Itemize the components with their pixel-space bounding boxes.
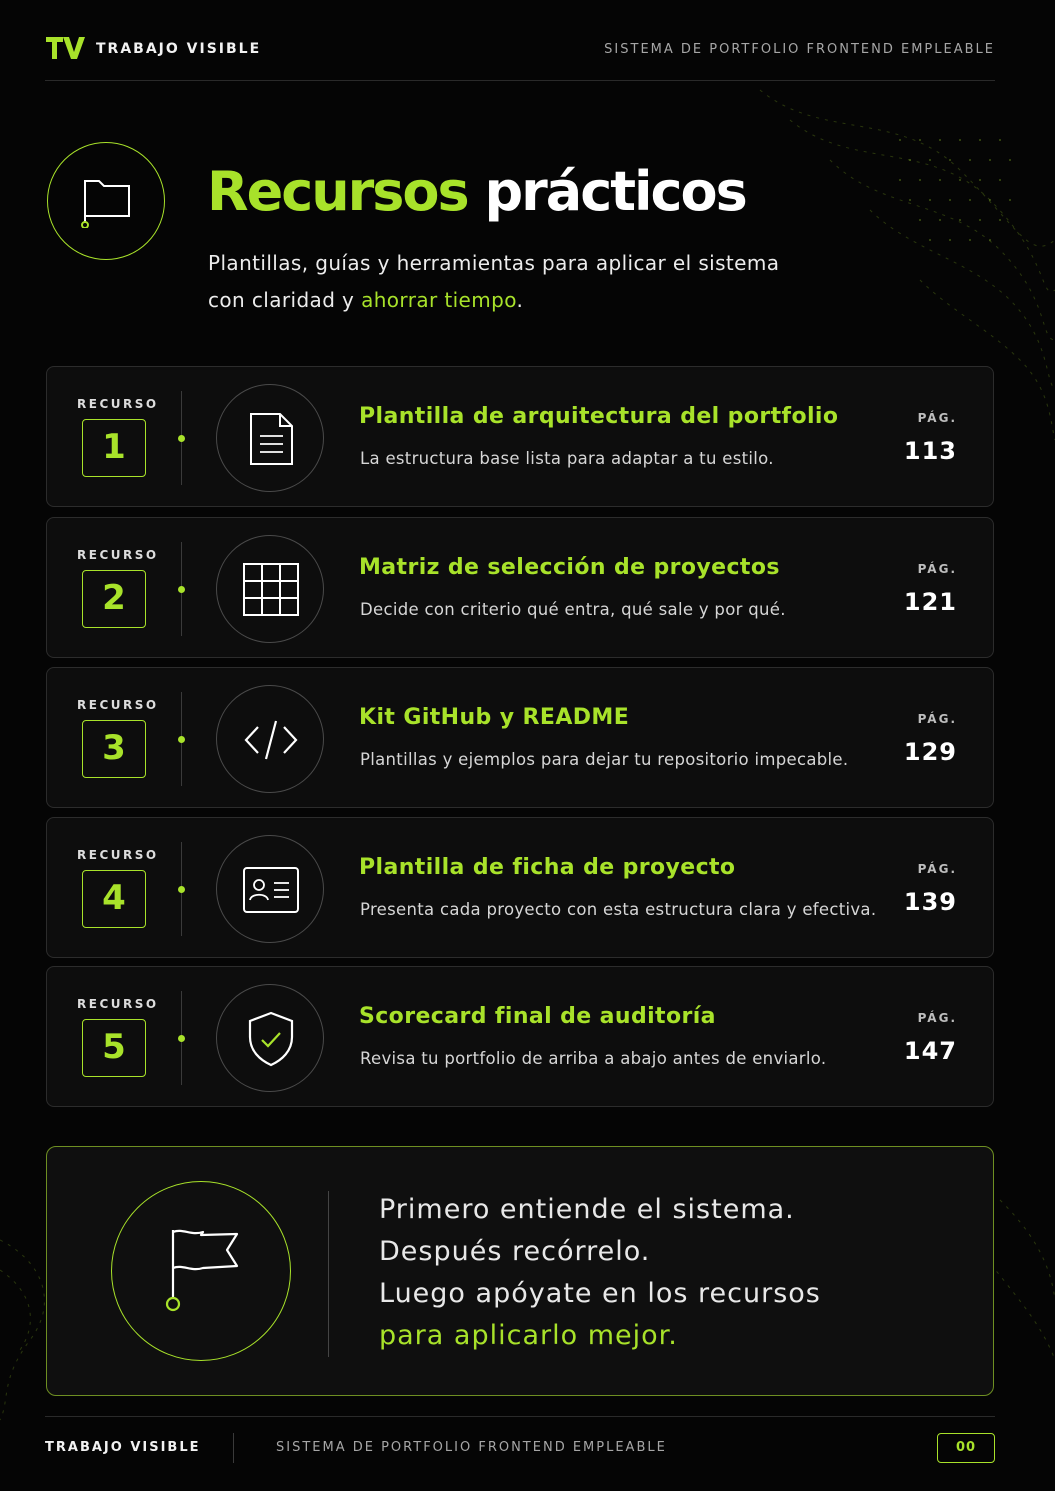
divider-dot — [178, 435, 185, 442]
logo-tv-icon — [45, 34, 85, 62]
page-label: PÁG. — [917, 712, 957, 726]
closing-text — [379, 1189, 821, 1357]
resource-icon-circle — [216, 984, 324, 1092]
flag-icon — [161, 1226, 241, 1316]
footer-brand: TRABAJO VISIBLE — [45, 1440, 201, 1455]
page-number: 139 — [903, 888, 957, 916]
resource-card-5[interactable] — [46, 966, 994, 1107]
resource-number: 2 — [82, 570, 146, 628]
page-label: PÁG. — [917, 411, 957, 425]
page-footer — [45, 1416, 995, 1477]
resource-icon-circle — [216, 535, 324, 643]
document-icon — [242, 410, 300, 468]
closing-line-3: Luego apóyate en los recursos — [379, 1278, 821, 1309]
page-number: 121 — [903, 588, 957, 616]
resource-icon-circle — [216, 384, 324, 492]
resource-number: 3 — [82, 720, 146, 778]
closing-icon-circle — [111, 1181, 291, 1361]
divider-dot — [178, 886, 185, 893]
page-label: PÁG. — [917, 1011, 957, 1025]
system-name: SISTEMA DE PORTFOLIO FRONTEND EMPLEABLE — [604, 42, 995, 57]
resource-title: Scorecard final de auditoría — [359, 1004, 716, 1029]
resource-label: RECURSO — [77, 997, 159, 1011]
resource-description: Revisa tu portfolio de arriba a abajo antes de enviarlo. — [360, 1049, 827, 1068]
page-number: 147 — [903, 1037, 957, 1065]
folder-icon — [77, 174, 135, 228]
page-number-badge: 00 — [937, 1433, 995, 1463]
resource-title: Kit GitHub y README — [359, 705, 630, 730]
resource-label: RECURSO — [77, 698, 159, 712]
footer-divider — [233, 1433, 234, 1463]
resource-card-4[interactable] — [46, 817, 994, 958]
resource-description: Plantillas y ejemplos para dejar tu repositorio impecable. — [360, 750, 849, 769]
subtitle-accent: ahorrar tiempo — [361, 288, 517, 312]
resource-number: 4 — [82, 870, 146, 928]
resource-description: La estructura base lista para adaptar a tu estilo. — [360, 449, 774, 468]
grid-icon — [242, 561, 300, 619]
resource-title: Plantilla de arquitectura del portfolio — [359, 404, 839, 429]
divider-dot — [178, 586, 185, 593]
closing-line-4: para aplicarlo mejor. — [379, 1320, 678, 1351]
closing-line-1: Primero entiende el sistema. — [379, 1194, 795, 1225]
resource-description: Decide con criterio qué entra, qué sale y por qué. — [360, 600, 786, 619]
page-label: PÁG. — [917, 862, 957, 876]
resource-number: 5 — [82, 1019, 146, 1077]
subtitle-prefix: con claridad y — [208, 288, 355, 312]
page-title — [207, 160, 746, 223]
id-card-icon — [242, 861, 300, 919]
subtitle-suffix: . — [516, 288, 524, 312]
resource-card-2[interactable] — [46, 517, 994, 658]
closing-divider — [328, 1191, 329, 1357]
divider-dot — [178, 1035, 185, 1042]
hero-icon-circle — [47, 142, 165, 260]
resource-card-1[interactable] — [46, 366, 994, 507]
closing-line-2: Después recórrelo. — [379, 1236, 651, 1267]
resource-title: Matriz de selección de proyectos — [359, 555, 780, 580]
brand-name: TRABAJO VISIBLE — [96, 41, 262, 57]
resource-number: 1 — [82, 419, 146, 477]
code-icon — [242, 711, 300, 769]
page-title-accent: Recursos — [207, 160, 468, 223]
resource-label: RECURSO — [77, 848, 159, 862]
page-subtitle — [208, 245, 828, 319]
subtitle-line-2 — [208, 282, 828, 319]
top-header — [45, 30, 995, 81]
page-number: 113 — [903, 437, 957, 465]
closing-message — [46, 1146, 994, 1396]
shield-check-icon — [242, 1010, 300, 1068]
resource-label: RECURSO — [77, 397, 159, 411]
resource-icon-circle — [216, 685, 324, 793]
resource-card-3[interactable] — [46, 667, 994, 808]
resource-description: Presenta cada proyecto con esta estructura clara y efectiva. — [360, 900, 877, 919]
resource-title: Plantilla de ficha de proyecto — [359, 855, 736, 880]
page-number: 129 — [903, 738, 957, 766]
divider-dot — [178, 736, 185, 743]
resource-icon-circle — [216, 835, 324, 943]
footer-system-name: SISTEMA DE PORTFOLIO FRONTEND EMPLEABLE — [276, 1440, 667, 1455]
subtitle-line-1: Plantillas, guías y herramientas para aplicar el sistema — [208, 251, 780, 275]
page-label: PÁG. — [917, 562, 957, 576]
page-title-rest: prácticos — [484, 160, 746, 223]
resource-label: RECURSO — [77, 548, 159, 562]
